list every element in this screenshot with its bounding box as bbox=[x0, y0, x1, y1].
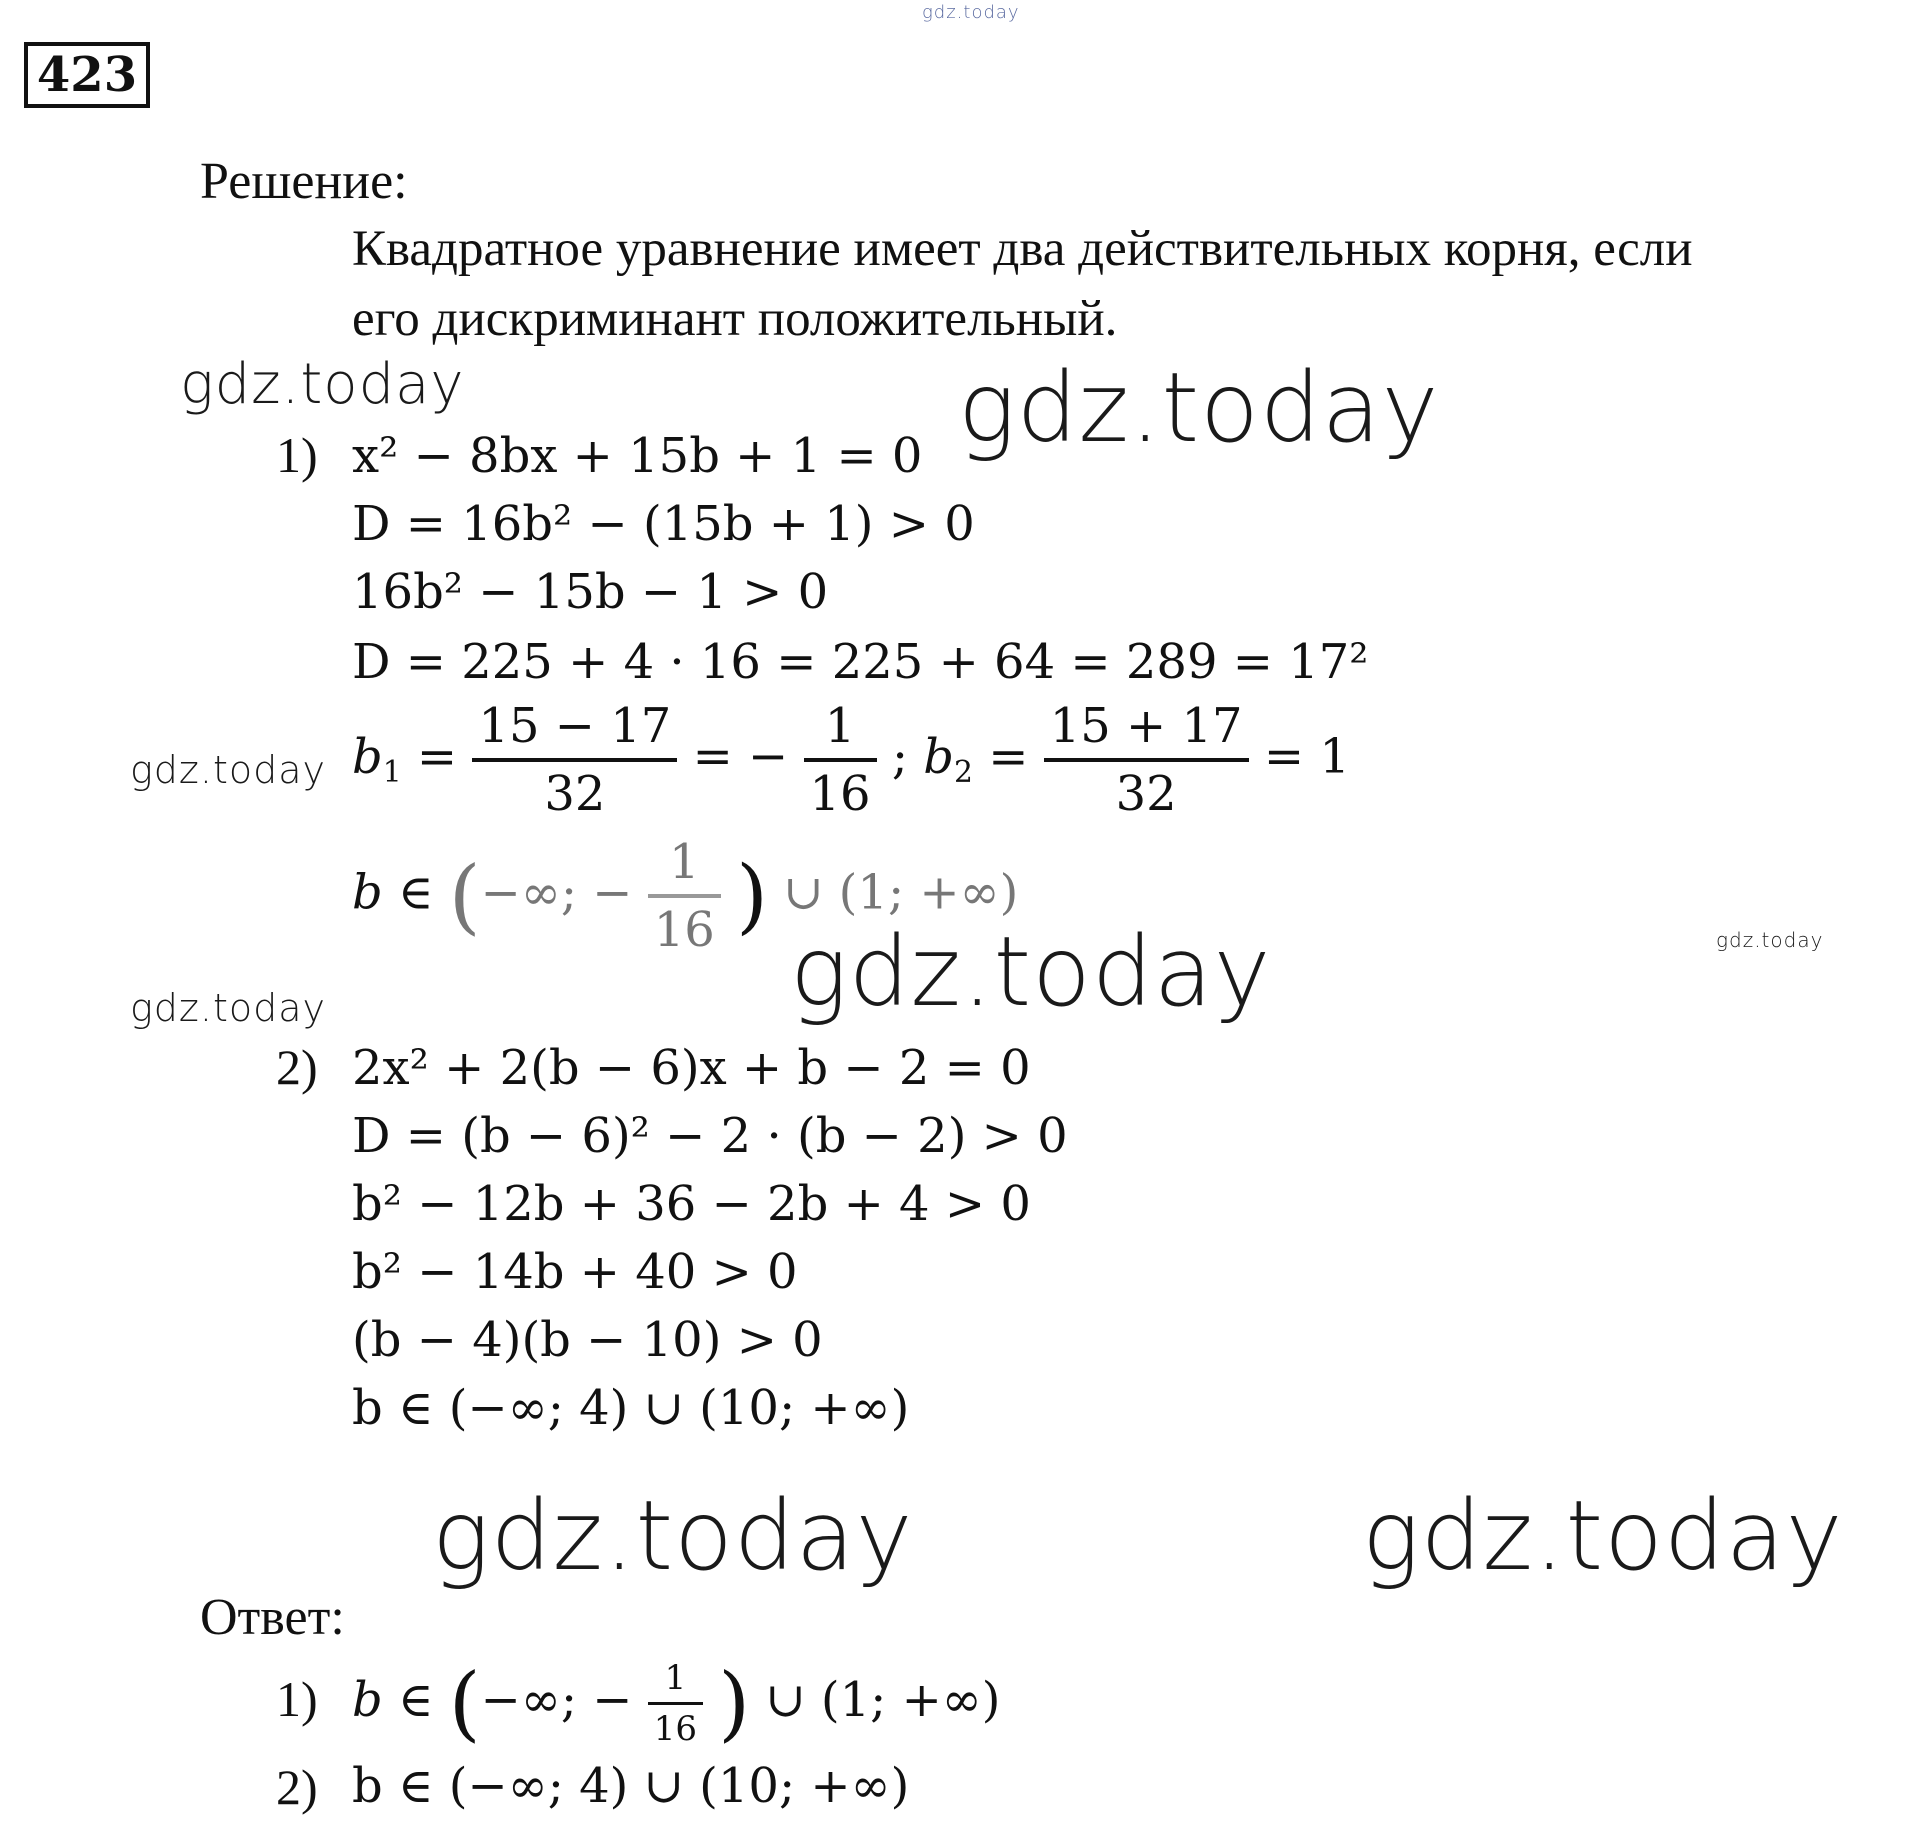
answer-header: Ответ: bbox=[200, 1589, 345, 1646]
part1-inequality: 16b² − 15b − 1 > 0 bbox=[352, 564, 829, 620]
part1-label: 1) bbox=[276, 427, 318, 483]
answer1: b ∈ (−∞; − $\frac{1}{16}$ ) ∪ (1; +∞) bbox=[352, 1656, 1001, 1751]
intro-line-1: Квадратное уравнение имеет два действительных корня, если bbox=[352, 221, 1693, 277]
b1-fraction: $\frac{15 - 17}{32}$ bbox=[472, 698, 677, 822]
top-watermark: gdz.today bbox=[922, 2, 1020, 23]
part1-discriminant-value: D = 225 + 4 · 16 = 225 + 64 = 289 = 17² bbox=[352, 634, 1369, 690]
watermark: gdz.today bbox=[180, 352, 465, 417]
answer1-fraction: $\frac{1}{16}$ bbox=[648, 1658, 703, 1749]
part1-roots: $b_1$ = $\frac{15 - 17}{32}$ = − $\frac{1}{16}$ ; $b_2$ = $\frac{15 + 17}{32}$ = 1 bbox=[352, 698, 1350, 822]
part1-interval: b ∈ (−∞; − $\frac{1}{16}$ ) ∪ (1; +∞) bbox=[352, 834, 1019, 958]
watermark: gdz.today bbox=[958, 352, 1440, 464]
answer2: b ∈ (−∞; 4) ∪ (10; +∞) bbox=[352, 1758, 910, 1814]
part2-line5: (b − 4)(b − 10) > 0 bbox=[352, 1312, 823, 1368]
part2-equation: 2x² + 2(b − 6)x + b − 2 = 0 bbox=[352, 1040, 1031, 1096]
answer1-label: 1) bbox=[276, 1671, 318, 1727]
watermark: gdz.today bbox=[1716, 928, 1824, 952]
watermark: gdz.today bbox=[130, 986, 326, 1030]
part1-discriminant: D = 16b² − (15b + 1) > 0 bbox=[352, 496, 975, 552]
part2-line4: b² − 14b + 40 > 0 bbox=[352, 1244, 798, 1300]
part1-equation: x² − 8bx + 15b + 1 = 0 bbox=[352, 428, 923, 484]
b2-fraction: $\frac{15 + 17}{32}$ bbox=[1044, 698, 1249, 822]
task-number: 423 bbox=[24, 42, 150, 108]
intro-line-2: его дискриминант положительный. bbox=[352, 291, 1118, 347]
interval-fraction: $\frac{1}{16}$ bbox=[648, 834, 721, 958]
watermark: gdz.today bbox=[790, 916, 1272, 1028]
part2-discriminant: D = (b − 6)² − 2 · (b − 2) > 0 bbox=[352, 1108, 1068, 1164]
watermark: gdz.today bbox=[1362, 1480, 1844, 1592]
solution-header: Решение: bbox=[200, 153, 408, 210]
answer2-label: 2) bbox=[276, 1759, 318, 1815]
watermark: gdz.today bbox=[130, 748, 326, 792]
watermark: gdz.today bbox=[432, 1480, 914, 1592]
part2-label: 2) bbox=[276, 1039, 318, 1095]
part2-line6: b ∈ (−∞; 4) ∪ (10; +∞) bbox=[352, 1380, 910, 1436]
part2-line3: b² − 12b + 36 − 2b + 4 > 0 bbox=[352, 1176, 1031, 1232]
b1-result-fraction: $\frac{1}{16}$ bbox=[804, 698, 877, 822]
